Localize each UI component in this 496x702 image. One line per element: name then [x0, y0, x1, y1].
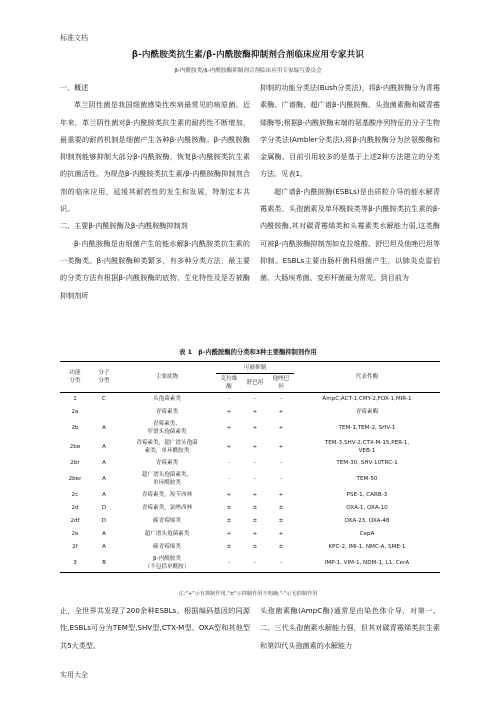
table-cell-f: 2f: [72, 544, 78, 550]
overview-paragraph: 革兰阴性菌是我国细菌感染性疾病最常见的病原菌。近年来，革兰阴性菌对β-内酰胺类抗生素的耐药性不断增加，最重要的耐药机制是细菌产生各种β-内酰胺酶。β-内酰胺酶抑制剂能够抑制大部分β-内酰胺酶，恢复β-内酰胺类抗生素的抗菌活性。为规范β-内酰胺类抗生素/β-内酰胺酶抑制剂合剂的临床应用，延缓其耐药性的发生和发展，特制定本共识。: [60, 100, 250, 214]
table-cell-e: OXA-23, OXA-48: [344, 518, 390, 524]
classification-paragraph: 抑制的功能分类法(Bush分类法)，将β-内酰胺酶分为青霉素酶、广谱酶、超广谱β-内酰胺酶、头孢菌素酶和碳青霉烯酶等;根据β-内酰胺酶末端的氨基酸序列特征的分子生物学分类法(Ambler分类法),将β-内酰胺酶分为丝氨酸酶和金属酶。目前引用较多的是基于上述2种方法建立的分类方法。见表1。: [260, 83, 440, 179]
table-cell-t: ±: [278, 518, 284, 524]
header-sulbactam: 舒巴坦: [246, 380, 264, 386]
table-cell-f: 1: [73, 396, 77, 403]
table-cell-f: 2c: [71, 492, 79, 498]
table-cell-m: A: [102, 476, 106, 482]
table-cell-su: +: [252, 444, 258, 450]
table-cell-s: 青霉素类，氯唑西林: [141, 505, 193, 511]
table-cell-e: TEM-3,SHV-2,CTX-M-15,PER-1, VEB-1: [324, 440, 410, 454]
table-cell-su: +: [252, 492, 258, 498]
section-heading-enzymes: 二、主要β-内酰胺酶及β-内酰胺酶抑制剂: [60, 221, 188, 231]
table-row: [60, 515, 440, 528]
table-cell-su: +: [252, 409, 258, 415]
header-tazobactam: 他唑巴 坦: [272, 376, 290, 390]
header-functional-class: 功能 分类: [69, 370, 81, 384]
table-row: [60, 489, 440, 502]
table-cell-m: A: [102, 531, 106, 537]
bottom-right-paragraph: 头孢菌素酶(AmpC酶)通常是由染色体介导，对第一、二、三代头孢菌素水解能力强，但其对碳青霉烯类抗生素和第四代头孢菌素的水解能力: [260, 606, 440, 650]
table-cell-c: ±: [226, 518, 232, 524]
header-clavulanate: 克拉维 酸: [220, 376, 238, 390]
table-cell-f: 2be: [69, 444, 81, 450]
table-cell-s: β-内酰胺类 （不包括单酰胺）: [144, 555, 190, 570]
table-row: [60, 438, 440, 457]
table-cell-su: -: [253, 476, 257, 482]
table-cell-c: +: [226, 492, 232, 498]
table-cell-s: 青霉素类，超广谱头孢菌 素类，单环酰胺类: [136, 440, 198, 454]
right-column: [260, 79, 440, 287]
table-cell-s: 碳青霉烯类: [153, 518, 181, 524]
table-cell-su: ±: [252, 544, 258, 550]
table-cell-m: [90, 406, 118, 419]
table-cell-su: +: [252, 425, 258, 431]
document-title: β-内酰胺类抗生素/β-内酰胺酶抑制剂合剂临床应用专家共识: [131, 50, 365, 60]
table-cell-s: 青霉素类，羧苄西林: [141, 492, 193, 498]
table-cell-c: +: [226, 425, 232, 431]
left-column: [60, 79, 250, 304]
table-row: [60, 393, 440, 406]
table-cell-e: TEM-30, SHV-10TRC-1: [336, 460, 398, 466]
table-cell-su: +: [252, 531, 258, 537]
table-cell-f: 2b: [71, 425, 79, 431]
table-caption: 表 1 β-内酰胺酶的分类和3种主要酶抑制剂作用: [179, 349, 317, 356]
page-header-label: 标准文档: [60, 34, 88, 42]
table-cell-c: -: [227, 559, 231, 566]
table-cell-su: -: [253, 460, 257, 466]
table-cell-s: 青霉素类: [155, 409, 179, 415]
header-substrate: 主要底物: [155, 374, 179, 380]
table-cell-e: AmpC,ACT-1,CMY-2,FOX-1,MIR-1: [322, 396, 412, 403]
table-cell-t: +: [278, 425, 284, 431]
table-cell-s: 超广谱头孢菌素类、 单环酰胺类: [141, 472, 193, 486]
table-cell-e: KPC-2, IMI-1, NMC-A, SME-1: [328, 544, 406, 550]
table-cell-c: +: [226, 444, 232, 450]
table-cell-m: B: [102, 559, 106, 566]
table-cell-m: C: [102, 396, 106, 403]
header-inhibition: 可被抑制: [216, 362, 294, 374]
table-cell-c: -: [227, 460, 231, 466]
table-cell-t: -: [279, 460, 283, 466]
table-cell-su: -: [253, 396, 257, 403]
table-cell-t: +: [278, 531, 284, 537]
table-cell-e: TEM-1,TEM-2, SHV-1: [338, 425, 396, 431]
table-cell-e: CepA: [359, 531, 375, 537]
enzyme-classification-table: [60, 361, 440, 573]
table-cell-t: -: [279, 559, 283, 566]
table-cell-t: +: [278, 444, 284, 450]
table-note: 注:"+"示有抑制作用,"±"示抑制作用不明确,"-"示无抑制作用: [178, 591, 318, 597]
header-enzymes: 代表性酶: [355, 374, 379, 380]
table-row: [60, 470, 440, 489]
table-row: [60, 419, 440, 438]
table-row: [60, 502, 440, 515]
table-cell-m: A: [102, 425, 106, 431]
table-cell-s: 青霉素类、 窄谱头孢菌素类: [147, 421, 187, 435]
table-cell-f: 2ber: [68, 476, 82, 482]
table-cell-c: ±: [226, 505, 232, 511]
table-cell-t: ±: [278, 544, 284, 550]
table-cell-e: PSE-1, CARB-3: [346, 492, 388, 498]
bottom-left-paragraph: 止，全世界共发现了200余种ESBLs。根据编码基因的同源性,ESBLs可分为TEM型,SHV型,CTX-M型、OXA型和其他型共5大类型。: [60, 606, 250, 650]
table-cell-t: +: [278, 409, 284, 415]
table-cell-f: 2df: [70, 518, 80, 524]
table-cell-c: ±: [226, 544, 232, 550]
table-cell-m: A: [102, 444, 106, 450]
section-heading-overview: 一、概述: [60, 83, 89, 92]
esbl-paragraph: 超广谱β-内酰胺酶(ESBLs)是由质粒介导的能水解青霉素类、头孢菌素及单环酰胺类等β-内酰胺类抗生素的β-内酰胺酶,其对碳青霉烯类和头霉素类水解能力弱,这类酶可被β-内酰胺酶抑制剂如克拉维酸、舒巴坦及他唑巴坦等抑制。ESBLs主要由肠杆菌科细菌产生，以肺炎克雷伯菌、大肠埃希菌、变形杆菌最为常见。到目前为: [260, 186, 440, 283]
page-footer-label: 实用大全: [60, 671, 88, 679]
table-row: [60, 541, 440, 554]
table-cell-s: 超广谱头孢菌素类: [144, 531, 190, 537]
table-cell-f: 2a: [71, 409, 79, 415]
table-cell-su: ±: [252, 518, 258, 524]
table-cell-e: OXA-1, OXA-10: [346, 505, 388, 511]
table-cell-e: IMP-1, VIM-1, NDM-1, L1, CerA: [324, 559, 410, 566]
document-subtitle: β-内酰胺类/β-内酰胺酶抑制剂合剂临床应用专家编写委员会: [174, 68, 322, 74]
table-cell-s: 头孢菌素类: [153, 396, 181, 403]
table-cell-m: A: [102, 544, 106, 550]
enzymes-paragraph: β-内酰胺酶是由细菌产生的能水解β-内酰胺类抗生素的一类酶类。β-内酰胺酶种类繁多，有多种分类方法，最主要的分类方法有根据β-内酰胺酶的底物、生化特性及是否被酶抑制剂所: [60, 238, 250, 300]
table-cell-f: 2e: [71, 531, 79, 537]
table-cell-su: ±: [252, 505, 258, 511]
table-cell-f: 2br: [70, 460, 80, 466]
table-cell-s: 碳青霉烯类: [153, 544, 181, 550]
table-cell-m: A: [102, 492, 106, 498]
table-cell-m: D: [101, 518, 107, 524]
table-cell-c: +: [226, 531, 232, 537]
table-row: [60, 457, 440, 470]
table-cell-e: TEM-50: [356, 476, 378, 482]
table-row: [60, 406, 440, 419]
table-cell-s: 青霉素类: [155, 460, 179, 466]
table-cell-f: 2d: [71, 505, 79, 511]
table-cell-m: A: [102, 460, 106, 466]
table-cell-c: -: [227, 396, 231, 403]
header-molecular-class: 分子 分型: [98, 370, 110, 384]
table-cell-m: D: [101, 505, 107, 511]
table-row: [60, 528, 440, 541]
table-row: [60, 554, 440, 573]
table-cell-e: 青霉素酶: [355, 409, 379, 415]
table-cell-t: +: [278, 492, 284, 498]
table-cell-f: 3: [73, 559, 77, 566]
table-cell-c: -: [227, 476, 231, 482]
table-cell-su: -: [253, 559, 257, 566]
table-cell-t: ±: [278, 505, 284, 511]
table-cell-t: -: [279, 396, 283, 403]
table-cell-t: -: [279, 476, 283, 482]
table-cell-c: +: [226, 409, 232, 415]
